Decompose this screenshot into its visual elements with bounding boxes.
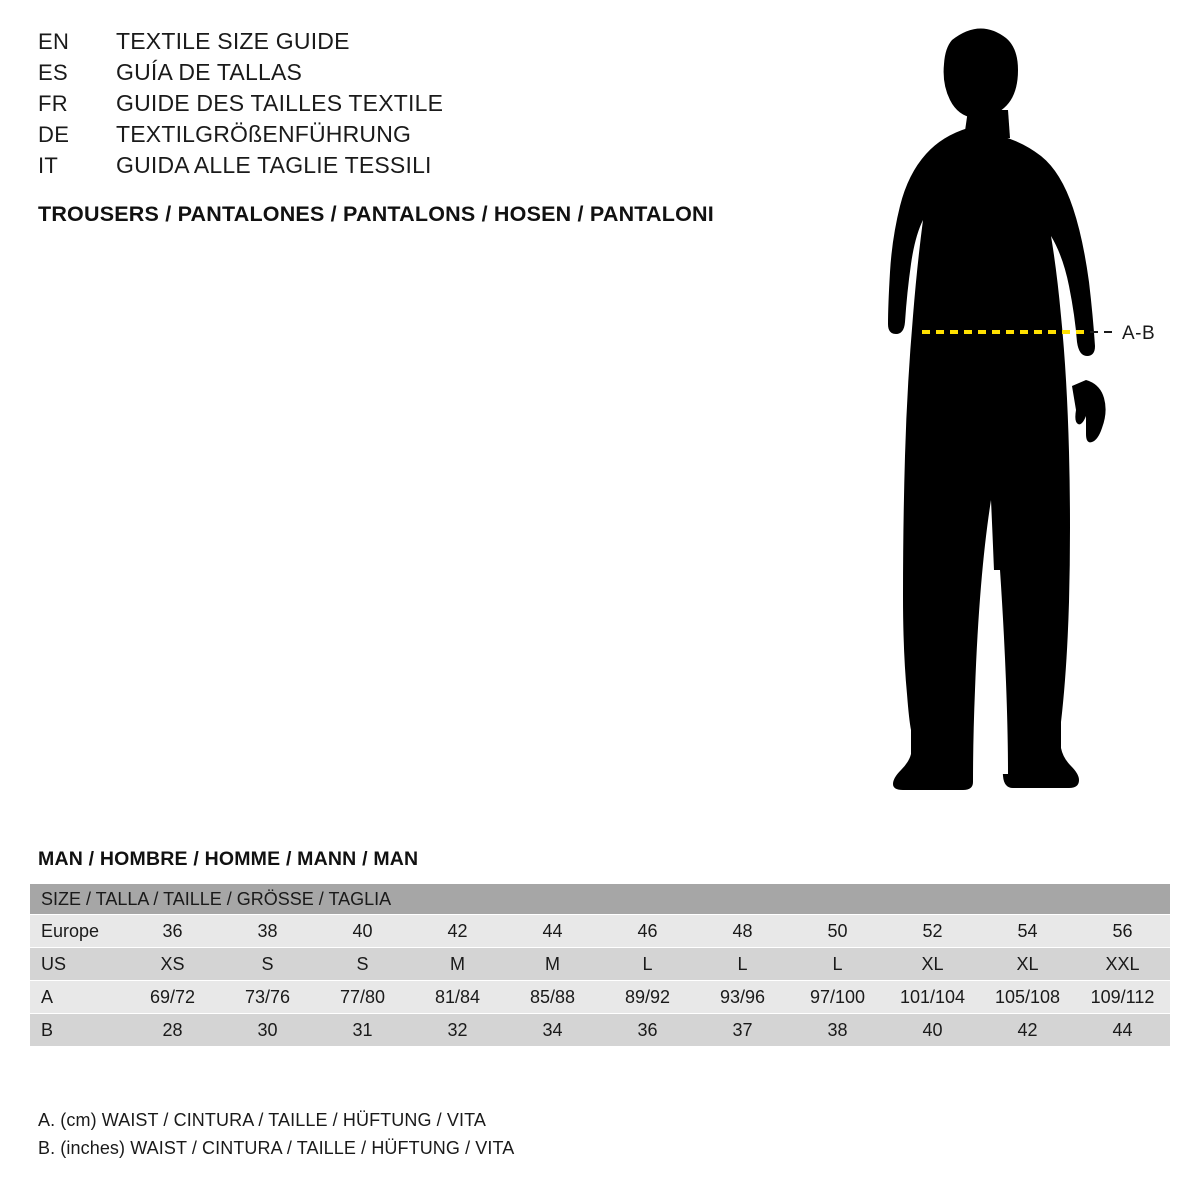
cell: 77/80 xyxy=(315,981,410,1014)
cell: 105/108 xyxy=(980,981,1075,1014)
language-row xyxy=(38,90,838,121)
cell: L xyxy=(695,948,790,981)
cell: M xyxy=(410,948,505,981)
table-row xyxy=(30,915,1170,948)
cell: 97/100 xyxy=(790,981,885,1014)
cell: 44 xyxy=(1075,1014,1170,1047)
male-silhouette-icon xyxy=(800,10,1200,810)
cell: 93/96 xyxy=(695,981,790,1014)
language-code: DE xyxy=(38,122,70,147)
language-title: TEXTILGRÖßENFÜHRUNG xyxy=(116,121,412,147)
cell: 28 xyxy=(125,1014,220,1047)
cell: 38 xyxy=(790,1014,885,1047)
language-title: GUIDE DES TAILLES TEXTILE xyxy=(116,90,444,116)
language-row xyxy=(38,152,838,183)
table-row xyxy=(30,948,1170,981)
cell: 36 xyxy=(125,915,220,948)
cell: 34 xyxy=(505,1014,600,1047)
language-title-block xyxy=(38,28,838,227)
language-code: ES xyxy=(38,60,68,85)
size-table-section xyxy=(0,848,1200,1047)
cell: 109/112 xyxy=(1075,981,1170,1014)
table-row xyxy=(30,1014,1170,1047)
footnotes-block xyxy=(38,1110,514,1166)
cell: 52 xyxy=(885,915,980,948)
garment-type-line: TROUSERS / PANTALONES / PANTALONS / HOSEN / PANTALONI xyxy=(38,202,714,226)
language-row xyxy=(38,121,838,152)
language-row xyxy=(38,28,838,59)
cell: XXL xyxy=(1075,948,1170,981)
cell: XL xyxy=(980,948,1075,981)
cell: 56 xyxy=(1075,915,1170,948)
cell: 30 xyxy=(220,1014,315,1047)
language-code: EN xyxy=(38,29,70,54)
cell: 31 xyxy=(315,1014,410,1047)
footnote-a: A. (cm) WAIST / CINTURA / TAILLE / HÜFTUNG / VITA xyxy=(38,1110,486,1130)
cell: 85/88 xyxy=(505,981,600,1014)
cell: 48 xyxy=(695,915,790,948)
table-row xyxy=(30,981,1170,1014)
table-header-label: SIZE / TALLA / TAILLE / GRÖSSE / TAGLIA xyxy=(30,884,1170,915)
cell: M xyxy=(505,948,600,981)
language-title: GUIDA ALLE TAGLIE TESSILI xyxy=(116,152,432,178)
row-label: Europe xyxy=(30,915,125,948)
figure-illustration xyxy=(800,10,1200,810)
cell: 69/72 xyxy=(125,981,220,1014)
language-code: FR xyxy=(38,91,68,116)
cell: 54 xyxy=(980,915,1075,948)
cell: 42 xyxy=(980,1014,1075,1047)
size-table xyxy=(30,884,1170,1047)
cell: 37 xyxy=(695,1014,790,1047)
row-label: B xyxy=(30,1014,125,1047)
cell: 38 xyxy=(220,915,315,948)
cell: 50 xyxy=(790,915,885,948)
cell: L xyxy=(600,948,695,981)
language-title: TEXTILE SIZE GUIDE xyxy=(116,28,350,54)
cell: 40 xyxy=(885,1014,980,1047)
row-label: US xyxy=(30,948,125,981)
cell: XS xyxy=(125,948,220,981)
waist-measure-label: A-B xyxy=(1122,323,1156,344)
cell: 44 xyxy=(505,915,600,948)
footnote-b: B. (inches) WAIST / CINTURA / TAILLE / HÜFTUNG / VITA xyxy=(38,1138,515,1158)
language-row xyxy=(38,59,838,90)
cell: 46 xyxy=(600,915,695,948)
cell: 42 xyxy=(410,915,505,948)
language-code: IT xyxy=(38,153,59,178)
cell: 40 xyxy=(315,915,410,948)
cell: S xyxy=(315,948,410,981)
row-label: A xyxy=(30,981,125,1014)
gender-line: MAN / HOMBRE / HOMME / MANN / MAN xyxy=(38,848,419,870)
table-header-row xyxy=(30,884,1170,915)
cell: 101/104 xyxy=(885,981,980,1014)
cell: S xyxy=(220,948,315,981)
cell: 32 xyxy=(410,1014,505,1047)
cell: 73/76 xyxy=(220,981,315,1014)
cell: 89/92 xyxy=(600,981,695,1014)
cell: 81/84 xyxy=(410,981,505,1014)
cell: 36 xyxy=(600,1014,695,1047)
language-title: GUÍA DE TALLAS xyxy=(116,59,303,85)
cell: XL xyxy=(885,948,980,981)
cell: L xyxy=(790,948,885,981)
